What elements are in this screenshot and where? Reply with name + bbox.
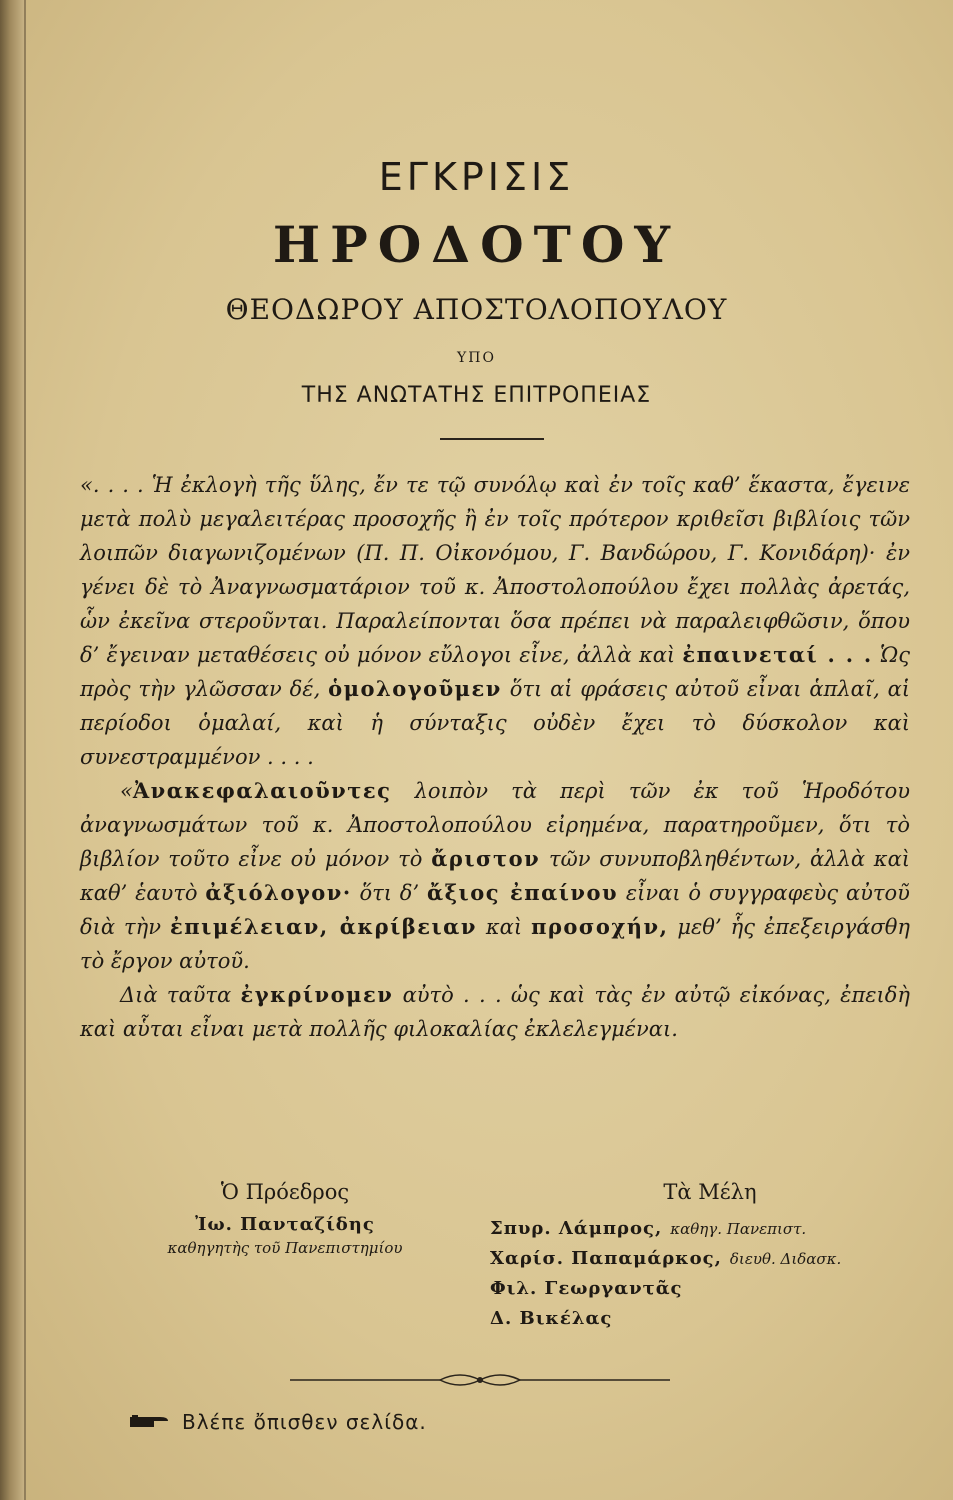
- title-by: ΥΠΟ: [457, 350, 496, 366]
- title-committee: ΤΗΣ ΑΝΩΤΑΤΗΣ ΕΠΙΤΡΟΠΕΙΑΣ: [301, 383, 652, 408]
- paragraph-2: [80, 774, 910, 978]
- p2-quote: «: [120, 779, 133, 803]
- p1-text-c: Ὡς πρὸς τὴν γλῶσσαν δέ,: [80, 643, 911, 701]
- p2-text-e: τῶν συνυποβληθέντων, ἀλλὰ καὶ καθ’ ἑαυτὸ: [80, 847, 910, 905]
- member-3: [490, 1274, 930, 1304]
- president-name: Ἰω. Πανταζίδης: [195, 1214, 375, 1235]
- member-role: καθηγ. Πανεπιστ.: [670, 1220, 807, 1238]
- member-name: Φιλ. Γεωργαντᾶς: [490, 1278, 683, 1299]
- member-2: [490, 1244, 930, 1274]
- president-signature: [110, 1180, 460, 1257]
- pointing-hand-icon: [130, 1412, 170, 1432]
- member-4: [490, 1304, 930, 1334]
- p3-text-a: Διὰ ταῦτα: [120, 983, 232, 1007]
- p2-text-c: λοιπὸν τὰ περὶ τῶν ἐκ τοῦ Ἡροδότου ἀναγνωσμάτων τοῦ κ. Ἀποστολοπούλου εἰρημένα, παρατηροῦμεν, ὅτι τὸ βιβλίον τοῦτο εἶνε οὐ μόνον τὸ: [80, 779, 910, 871]
- ornament-divider: [290, 1370, 670, 1390]
- member-name: Δ. Βικέλας: [490, 1308, 613, 1329]
- p2-emph-summarizing: Ἀνακεφαλαιοῦντες: [132, 778, 392, 803]
- p3-text-c: αὐτὸ . . . ὡς καὶ τὰς ἐν αὐτῷ εἰκόνας, ἐπειδὴ καὶ αὗται εἶναι μετὰ πολλῆς φιλοκαλίας ἐκλελεγμέναι.: [80, 983, 910, 1041]
- title-approval: ΕΓΚΡΙΣΙΣ: [378, 155, 575, 199]
- p1-emph-praised: ἐπαινεταί . . .: [682, 642, 873, 667]
- p3-emph-approve: ἐγκρίνομεν: [240, 982, 394, 1007]
- members-title: Τὰ Μέλη: [663, 1180, 757, 1204]
- title-divider: [440, 438, 544, 440]
- p2-emph-worthy: ἄξιος ἐπαίνου: [426, 880, 619, 905]
- p2-emph-care: ἐπιμέλειαν, ἀκρίβειαν: [170, 914, 477, 939]
- p1-text-a: «. . . . Ἡ ἐκλογὴ τῆς ὕλης, ἔν τε τῷ συνόλῳ καὶ ἐν τοῖς καθ’ ἕκαστα, ἔγεινε μετὰ πολὺ μεγαλειτέρας προσοχῆς ἢ ἐν τοῖς πρότερον κριθεῖσι βιβλίοις τῶν λοιπῶν διαγωνιζομένων (Π. Π. Οἰκονόμου, Γ. Βανδώρου, Γ. Κονιδάρη)· ἐν γένει δὲ τὸ Ἀναγνωσματάριον τοῦ κ. Ἀποστολοπούλου ἔχει πολλὰς ἀρετάς, ὧν ἐκεῖνα στεροῦνται. Παραλείπονται ὅσα πρέπει νὰ παραλειφθῶσιν, ὅπου δ’ ἔγειναν μεταθέσεις οὐ μόνον εὔλογοι εἶνε, ἀλλὰ καὶ: [80, 473, 910, 667]
- president-title: Ὁ Πρόεδρος: [220, 1180, 350, 1204]
- member-name: Σπυρ. Λάμπρος,: [490, 1218, 663, 1239]
- footer-note: [130, 1410, 427, 1434]
- member-name: Χαρίσ. Παπαμάρκος,: [490, 1248, 722, 1269]
- title-herodotus: ΗΡΟΔΟΤΟΥ: [272, 215, 681, 274]
- p2-text-m: μεθ’ ἧς ἐπεξειργάσθη τὸ ἔργον αὐτοῦ.: [80, 915, 910, 973]
- p2-text-g: ὅτι δ’: [359, 881, 420, 905]
- member-role: διευθ. Διδασκ.: [729, 1250, 842, 1268]
- p2-emph-notable: ἀξιόλογον·: [205, 880, 352, 905]
- president-role: καθηγητὴς τοῦ Πανεπιστημίου: [167, 1239, 403, 1257]
- p2-text-k: καὶ: [485, 915, 523, 939]
- title-author: ΘΕΟΔΩΡΟΥ ΑΠΟΣΤΟΛΟΠΟΥΛΟΥ: [225, 293, 728, 326]
- p2-text-i: εἶναι ὁ συγγραφεὺς αὐτοῦ διὰ τὴν: [80, 881, 910, 939]
- p2-emph-best: ἄριστον: [431, 846, 541, 871]
- members-signatures: [490, 1180, 930, 1334]
- paragraph-3: [80, 978, 910, 1046]
- member-1: [490, 1214, 930, 1244]
- approval-text: [80, 468, 910, 1046]
- p2-emph-attention: προσοχήν,: [531, 914, 669, 939]
- footer-text: Βλέπε ὄπισθεν σελίδα.: [182, 1410, 427, 1434]
- paragraph-1: [80, 468, 910, 774]
- p1-text-e: ὅτι αἱ φράσεις αὐτοῦ εἶναι ἁπλαῖ, αἱ περίοδοι ὁμαλαί, καὶ ἡ σύνταξις οὐδὲν ἔχει τὸ δύσκολον καὶ συνεστραμμένον . . . .: [80, 677, 911, 769]
- p1-emph-confess: ὁμολογοῦμεν: [328, 676, 502, 701]
